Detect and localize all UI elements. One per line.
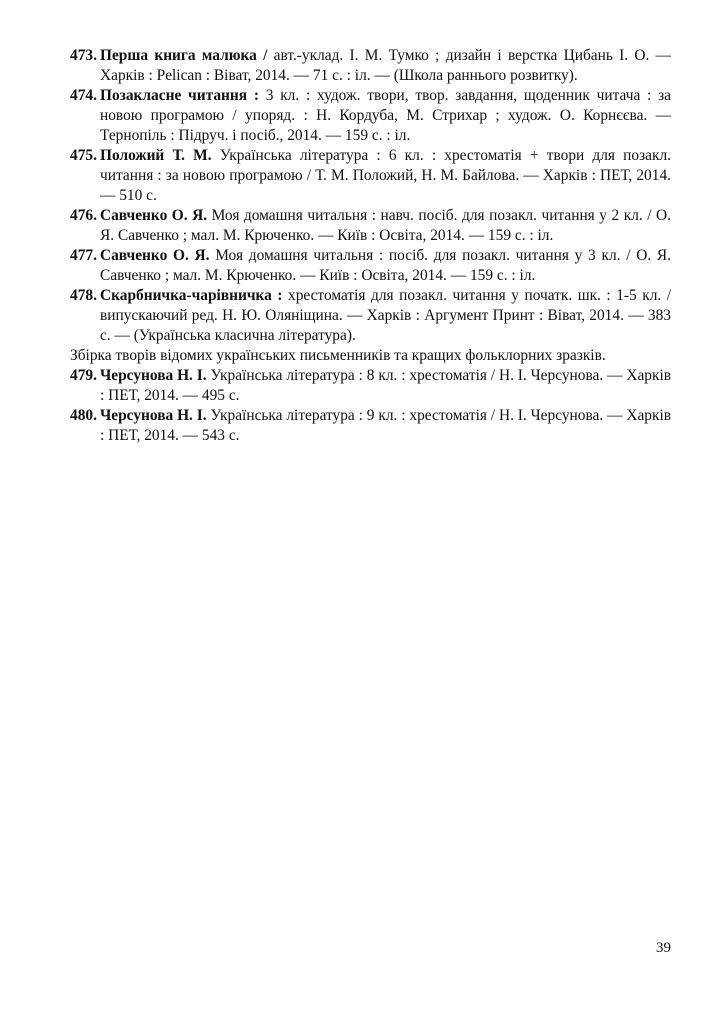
entry-title: Скарбничка-чарівничка :	[100, 287, 283, 304]
entry-number: 480.	[70, 407, 97, 424]
entry-details: Моя домашня читальня : навч. посіб. для позакл. читання у 2 кл. / О. Я. Савченко ; мал. М. Крюченко. — Київ : Освіта, 2014. — 159 с. : іл.	[100, 207, 672, 244]
entry-number: 476.	[70, 207, 97, 224]
entry-number: 477.	[70, 247, 97, 264]
entry-details: Українська література : 9 кл. : хрестоматія / Н. І. Черсунова. — Харків : ПЕТ, 2014. — 543 с.	[100, 407, 671, 444]
entry-details: авт.-уклад. І. М. Тумко ; дизайн і верстка Цибань І. О. — Харків : Pelican : Віват, 2014. — 71 с. : іл. — (Школа раннього розвитку).	[100, 47, 672, 84]
entry-number: 473.	[70, 47, 97, 64]
entry-title: Савченко О. Я.	[100, 207, 208, 224]
bibliography-entry-477	[70, 246, 671, 286]
entry-details: Моя домашня читальня : посіб. для позакл. читання у 3 кл. / О. Я. Савченко ; мал. М. Крюченко. — Київ : Освіта, 2014. — 159 с. : іл.	[100, 247, 672, 284]
entry-number: 478.	[70, 287, 97, 304]
page-number: 39	[656, 940, 671, 956]
entry-title: Положий Т. М.	[100, 147, 212, 164]
entry-title: Перша книга малюка /	[100, 47, 268, 64]
bibliography-entry-475	[70, 146, 671, 206]
bibliography-list	[70, 46, 671, 446]
entry-details: хрестоматія для позакл. читання у початк. шк. : 1-5 кл. / випускаючий ред. Н. Ю. Оляніщина. — Харків : Аргумент Принт : Віват, 2014. — 383 с. — (Українська класична література).	[100, 287, 672, 344]
entry-annotation: Збірка творів відомих українських письменників та кращих фольклорних зразків.	[70, 347, 606, 364]
entry-title: Черсунова Н. І.	[100, 367, 207, 384]
bibliography-entry-476	[70, 206, 671, 246]
entry-title: Позакласне читання :	[100, 87, 259, 104]
entry-number: 475.	[70, 147, 97, 164]
entry-details: 3 кл. : худож. твори, твор. завдання, щоденник читача : за новою програмою / упоряд. : Н. Кордуба, М. Стрихар ; худож. О. Корнєєва. — Тернопіль : Підруч. і посіб., 2014. — 159 с. : іл.	[100, 87, 671, 144]
entry-number: 474.	[70, 87, 97, 104]
bibliography-entry-474	[70, 86, 671, 146]
entry-details: Українська література : 8 кл. : хрестоматія / Н. І. Черсунова. — Харків : ПЕТ, 2014. — 495 с.	[100, 367, 671, 404]
entry-number: 479.	[70, 367, 97, 384]
entry-details: Українська література : 6 кл. : хрестоматія + твори для позакл. читання : за новою програмою / Т. М. Положий, Н. М. Байлова. — Харків : ПЕТ, 2014. — 510 с.	[100, 147, 671, 204]
entry-title: Черсунова Н. І.	[100, 407, 207, 424]
entry-title: Савченко О. Я.	[100, 247, 210, 264]
bibliography-entry-480	[70, 406, 671, 446]
bibliography-entry-479	[70, 366, 671, 406]
bibliography-entry-473	[70, 46, 671, 86]
bibliography-entry-478	[70, 286, 671, 346]
